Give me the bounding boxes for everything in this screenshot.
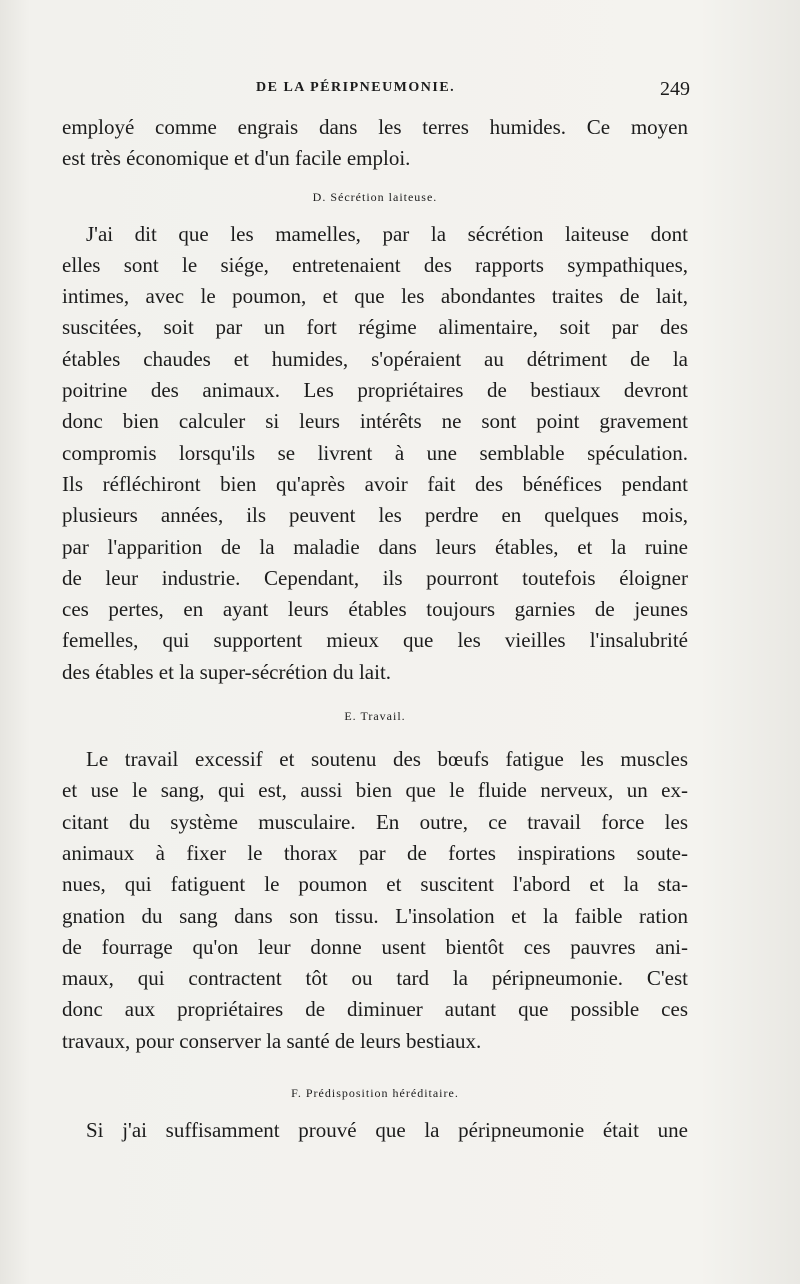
text-line: travaux, pour conserver la santé de leurs bestiaux. xyxy=(62,1028,482,1053)
running-title: DE LA PÉRIPNEUMONIE. xyxy=(256,80,456,95)
text-line: employé comme engrais dans les terres humides. Ce moyen xyxy=(62,115,688,139)
text-line: étables chaudes et humides, s'opéraient au détriment de la xyxy=(62,346,688,371)
text-line: plusieurs années, ils peuvent les perdre en quelques mois, xyxy=(62,503,688,528)
text-line: Si j'ai suffisamment prouvé que la péripneumonie était une xyxy=(86,1118,688,1143)
text-line: et use le sang, qui est, aussi bien que le fluide nerveux, un ex- xyxy=(62,778,688,803)
text-line: Ils réfléchiront bien qu'après avoir fait des bénéfices pendant xyxy=(62,471,688,496)
text-block xyxy=(62,112,688,1146)
text-line: nues, qui fatiguent le poumon et suscitent l'abord et la sta- xyxy=(62,872,688,897)
text-line: Le travail excessif et soutenu des bœufs fatigue les muscles xyxy=(86,747,688,772)
text-line: de fourrage qu'on leur donne usent bientôt ces pauvres ani- xyxy=(62,934,688,959)
text-line: donc aux propriétaires de diminuer autant que possible ces xyxy=(62,997,688,1022)
section-heading-f: F. Prédisposition héréditaire. xyxy=(291,1086,459,1101)
text-line: femelles, qui supportent mieux que les vieilles l'insalubrité xyxy=(62,628,688,653)
page-number: 249 xyxy=(660,78,690,100)
running-head xyxy=(60,78,690,102)
text-line: de leur industrie. Cependant, ils pourront toutefois éloigner xyxy=(62,565,688,590)
text-line: poitrine des animaux. Les propriétaires de bestiaux devront xyxy=(62,378,688,403)
text-line: suscitées, soit par un fort régime alimentaire, soit par des xyxy=(62,315,688,340)
text-line: est très économique et d'un facile emploi. xyxy=(62,146,411,171)
text-line: animaux à fixer le thorax par de fortes inspirations soute- xyxy=(62,840,688,865)
text-line: J'ai dit que les mamelles, par la sécrétion laiteuse dont xyxy=(86,221,688,246)
text-line: gnation du sang dans son tissu. L'insolation et la faible ration xyxy=(62,903,688,928)
text-line: maux, qui contractent tôt ou tard la péripneumonie. C'est xyxy=(62,966,688,991)
text-line: donc bien calculer si leurs intérêts ne sont point gravement xyxy=(62,409,688,434)
section-heading-d: D. Sécrétion laiteuse. xyxy=(312,189,438,204)
section-heading-e: E. Travail. xyxy=(344,709,406,724)
text-line: elles sont le siége, entretenaient des rapports sympathiques, xyxy=(62,252,688,277)
text-line: par l'apparition de la maladie dans leurs étables, et la ruine xyxy=(62,534,688,559)
text-line: citant du système musculaire. En outre, ce travail force les xyxy=(62,809,688,834)
text-line: ces pertes, en ayant leurs étables toujours garnies de jeunes xyxy=(62,597,688,622)
text-line: des étables et la super-sécrétion du lait. xyxy=(62,659,392,684)
text-line: intimes, avec le poumon, et que les abondantes traites de lait, xyxy=(62,284,688,309)
text-line: compromis lorsqu'ils se livrent à une semblable spéculation. xyxy=(62,440,688,465)
